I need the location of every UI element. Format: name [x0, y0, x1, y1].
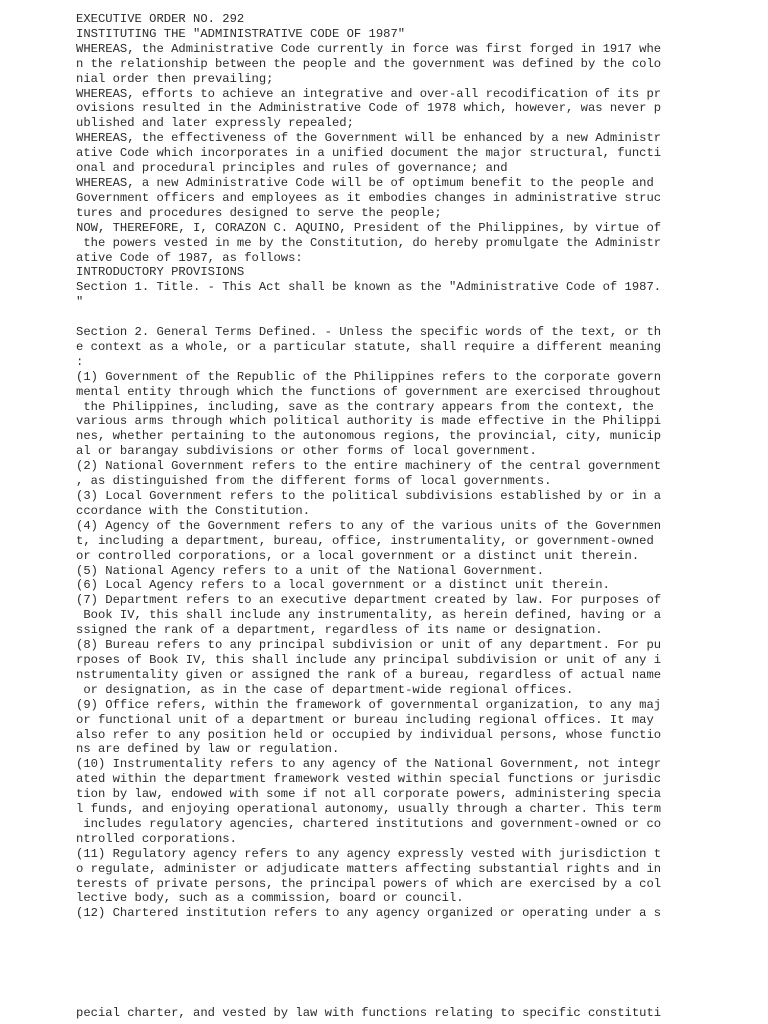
document-line: (12) Chartered institution refers to any agency organized or operating under a s: [76, 906, 662, 921]
document-line: nial order then prevailing;: [76, 71, 274, 86]
document-line: ovisions resulted in the Administrative Code of 1978 which, however, was never p: [76, 101, 662, 116]
document-line: o regulate, administer or adjudicate matters affecting substantial rights and in: [76, 861, 662, 876]
document-line: ated within the department framework vested within special functions or jurisdic: [76, 772, 662, 787]
document-line: (10) Instrumentality refers to any agency of the National Government, not integr: [76, 757, 662, 772]
document-line: l funds, and enjoying operational autonomy, usually through a charter. This term: [76, 802, 662, 817]
document-line: also refer to any position held or occupied by individual persons, whose functio: [76, 727, 662, 742]
document-line: (1) Government of the Republic of the Philippines refers to the corporate govern: [76, 369, 662, 384]
document-line: WHEREAS, the Administrative Code currently in force was first forged in 1917 whe: [76, 41, 662, 56]
document-line: , as distinguished from the different forms of local governments.: [76, 474, 552, 489]
document-line: (5) National Agency refers to a unit of the National Government.: [76, 563, 545, 578]
document-line: or designation, as in the case of department-wide regional offices.: [76, 682, 574, 697]
document-line: nstrumentality given or assigned the rank of a bureau, regardless of actual name: [76, 667, 662, 682]
document-line: Book IV, this shall include any instrumentality, as herein defined, having or a: [76, 608, 662, 623]
document-line: WHEREAS, efforts to achieve an integrative and over-all recodification of its pr: [76, 86, 662, 101]
document-line: tion by law, endowed with some if not all corporate powers, administering specia: [76, 787, 662, 802]
document-line: tures and procedures designed to serve the people;: [76, 205, 442, 220]
document-line: includes regulatory agencies, chartered institutions and government-owned or co: [76, 816, 662, 831]
document-line: (3) Local Government refers to the political subdivisions established by or in a: [76, 489, 662, 503]
document-line: ccordance with the Constitution.: [76, 503, 311, 518]
document-line: Section 1. Title. - This Act shall be known as the "Administrative Code of 1987.: [76, 280, 662, 295]
document-line: onal and procedural principles and rules of governance; and: [76, 161, 508, 176]
document-continuation-line: pecial charter, and vested by law with functions relating to specific constituti: [76, 1006, 662, 1020]
document-line: mental entity through which the functions of government are exercised throughout: [76, 384, 662, 399]
document-line: Section 2. General Terms Defined. - Unless the specific words of the text, or th: [76, 325, 662, 340]
document-line: ": [76, 295, 84, 310]
document-body-text: [76, 12, 661, 921]
document-line: n the relationship between the people and the government was defined by the colo: [76, 56, 662, 71]
document-line: various arms through which political authority is made effective in the Philippi: [76, 414, 662, 429]
document-line: t, including a department, bureau, office, instrumentality, or government-owned: [76, 533, 662, 548]
document-line: ntrolled corporations.: [76, 831, 237, 846]
document-line: the powers vested in me by the Constitution, do hereby promulgate the Administr: [76, 235, 662, 250]
document-line: WHEREAS, the effectiveness of the Government will be enhanced by a new Administr: [76, 131, 662, 146]
document-line: [76, 310, 661, 325]
document-line: (9) Office refers, within the framework of governmental organization, to any maj: [76, 697, 662, 712]
document-line: INSTITUTING THE "ADMINISTRATIVE CODE OF 1987": [76, 26, 406, 41]
document-line: the Philippines, including, save as the contrary appears from the context, the: [76, 399, 662, 414]
document-line: WHEREAS, a new Administrative Code will be of optimum benefit to the people and: [76, 175, 662, 190]
document-line: ns are defined by law or regulation.: [76, 742, 340, 757]
document-line: NOW, THEREFORE, I, CORAZON C. AQUINO, President of the Philippines, by virtue of: [76, 220, 662, 235]
document-line: EXECUTIVE ORDER NO. 292: [76, 12, 245, 26]
document-line: or functional unit of a department or bureau including regional offices. It may: [76, 712, 662, 727]
document-line: ative Code which incorporates in a unified document the major structural, functi: [76, 146, 662, 161]
document-line: nes, whether pertaining to the autonomous regions, the provincial, city, municip: [76, 429, 662, 444]
document-line: al or barangay subdivisions or other forms of local government.: [76, 444, 537, 459]
document-line: terests of private persons, the principal powers of which are exercised by a col: [76, 876, 662, 891]
document-line: (11) Regulatory agency refers to any agency expressly vested with jurisdiction t: [76, 846, 662, 861]
document-line: (2) National Government refers to the entire machinery of the central government: [76, 459, 662, 474]
document-line: ublished and later expressly repealed;: [76, 116, 354, 131]
document-line: rposes of Book IV, this shall include any principal subdivision or unit of any i: [76, 652, 662, 667]
document-line: Government officers and employees as it embodies changes in administrative struc: [76, 190, 662, 205]
document-line: or controlled corporations, or a local government or a distinct unit therein.: [76, 548, 640, 563]
document-line: INTRODUCTORY PROVISIONS: [76, 265, 245, 280]
document-line: (7) Department refers to an executive department created by law. For purposes of: [76, 593, 662, 608]
document-line: lective body, such as a commission, board or council.: [76, 891, 464, 906]
document-line: ative Code of 1987, as follows:: [76, 250, 303, 265]
document-line: (4) Agency of the Government refers to any of the various units of the Governmen: [76, 518, 662, 533]
document-line: ssigned the rank of a department, regardless of its name or designation.: [76, 623, 603, 638]
document-line: (8) Bureau refers to any principal subdivision or unit of any department. For pu: [76, 638, 662, 653]
document-line: e context as a whole, or a particular statute, shall require a different meaning: [76, 339, 662, 354]
document-line: :: [76, 354, 84, 369]
document-line: (6) Local Agency refers to a local government or a distinct unit therein.: [76, 578, 610, 593]
